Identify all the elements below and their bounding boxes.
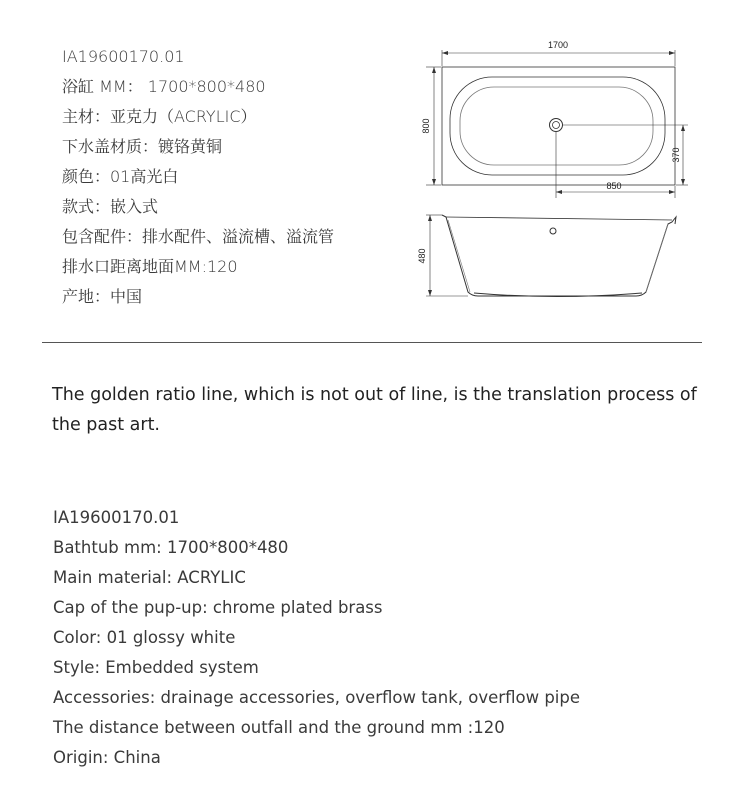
section-divider (42, 342, 702, 343)
en-origin: Origin: China (53, 748, 161, 767)
cn-bathtub-size: 浴缸 MM： 1700*800*480 (62, 77, 266, 96)
en-accessories: Accessories: drainage accessories, overflow tank, overflow pipe (53, 688, 581, 707)
drain-icon (550, 119, 563, 132)
en-style: Style: Embedded system (53, 658, 259, 677)
cn-drain-height: 排水口距离地面MM:120 (62, 257, 238, 276)
chinese-spec-list (62, 42, 334, 312)
side-view-outline (442, 215, 676, 296)
dim-drain-end-label: 850 (606, 181, 622, 191)
overflow-icon (550, 228, 556, 234)
top-view-basin-outer (450, 77, 665, 175)
cn-style: 款式：嵌入式 (62, 197, 159, 216)
top-view-basin-inner (460, 87, 653, 165)
top-view-outline (442, 67, 675, 185)
dim-length-label: 1700 (547, 40, 569, 50)
cn-origin: 产地：中国 (62, 287, 143, 306)
en-bathtub-size: Bathtub mm: 1700*800*480 (53, 538, 289, 557)
dim-width-label: 800 (421, 118, 431, 134)
slogan-text: The golden ratio line, which is not out of line, is the translation process of the past art. (52, 385, 697, 435)
cn-color: 颜色：01高光白 (62, 167, 179, 186)
cn-accessories: 包含配件：排水配件、溢流槽、溢流管 (62, 227, 335, 246)
bathtub-technical-drawing (412, 30, 712, 310)
english-spec-list (53, 503, 580, 773)
en-model-number: IA19600170.01 (53, 508, 180, 527)
cn-drain-cap-material: 下水盖材质：镀铬黄铜 (62, 137, 223, 156)
cn-model-number: IA19600170.01 (62, 47, 185, 66)
dim-height-label: 480 (417, 248, 427, 264)
cn-main-material: 主材：亚克力（ACRYLIC） (62, 107, 257, 126)
en-drain-height: The distance between outfall and the ground mm :120 (53, 718, 505, 737)
en-color: Color: 01 glossy white (53, 628, 236, 647)
dim-drain-side-label: 370 (671, 147, 681, 163)
en-drain-cap-material: Cap of the pup-up: chrome plated brass (53, 598, 383, 617)
en-main-material: Main material: ACRYLIC (53, 568, 246, 587)
